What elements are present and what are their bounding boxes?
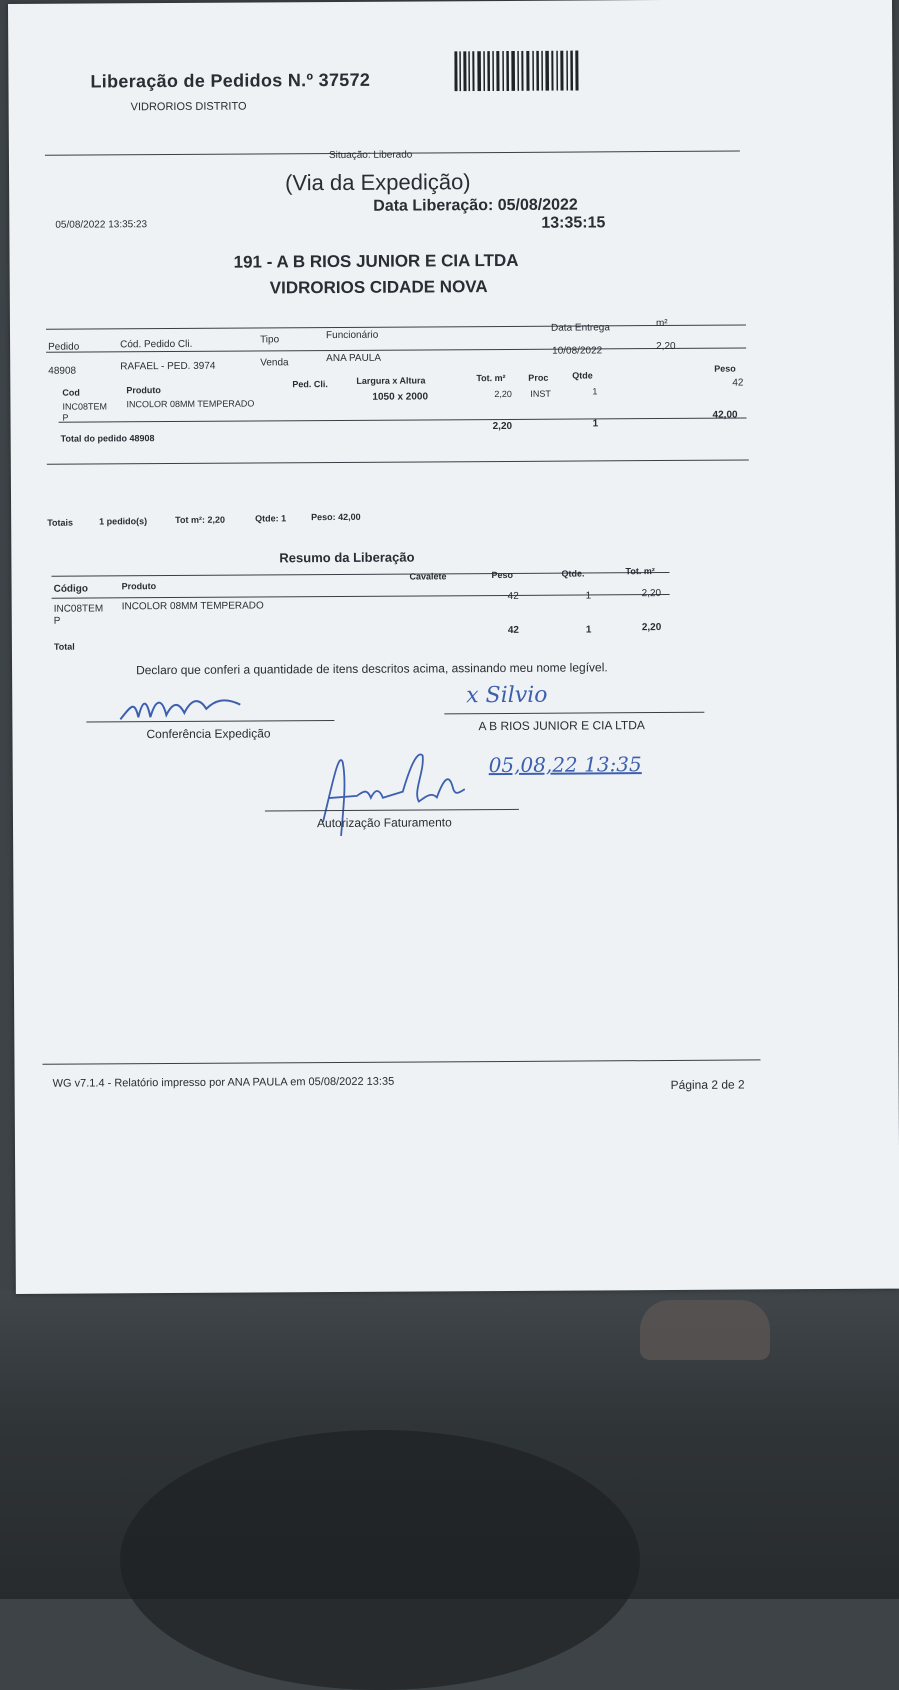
item-header-produto: Produto [126, 385, 161, 396]
item-peso: 42 [732, 377, 744, 389]
col-header-data-entrega: Data Entrega [550, 322, 610, 334]
order-total-qtde: 1 [592, 418, 599, 430]
barcode [454, 51, 580, 92]
footer-page-number: Página 2 de 2 [670, 1077, 745, 1092]
item-header-proc: Proc [528, 372, 549, 383]
order-total-divider [59, 417, 747, 422]
autorizacao-label: Autorização Faturamento [316, 815, 452, 831]
summary-total-label: Total [53, 641, 75, 652]
order-m2: 2,20 [656, 340, 676, 353]
release-date: Data Liberação: 05/08/2022 [373, 196, 578, 215]
document-page [8, 0, 899, 1294]
footer-divider [42, 1059, 760, 1064]
totals-tot-m2: Tot m²: 2,20 [175, 514, 226, 525]
col-header-funcionario: Funcionário [325, 329, 379, 342]
document-title: Liberação de Pedidos N.º 37572 [90, 69, 371, 92]
order-total-peso: 42,00 [712, 409, 738, 421]
order-total-m2: 2,20 [492, 420, 513, 433]
summary-header-divider [52, 594, 670, 599]
col-header-cod-pedido-cli: Cód. Pedido Cli. [120, 338, 193, 351]
item-cod-suffix: P [62, 412, 69, 423]
col-header-tipo: Tipo [260, 334, 280, 346]
order-total-label: Total do pedido 48908 [60, 433, 155, 444]
summary-header-qtde: Qtde. [561, 568, 585, 579]
col-header-pedido: Pedido [48, 341, 80, 353]
item-header-ped-cli: Ped. Cli. [292, 379, 328, 390]
summary-title: Resumo da Liberação [279, 549, 415, 566]
item-header-dims: Largura x Altura [356, 375, 426, 386]
totals-pedidos: 1 pedido(s) [99, 516, 148, 527]
client-store: VIDRORIOS CIDADE NOVA [269, 277, 488, 298]
client-signature-line [444, 712, 704, 715]
summary-codigo-suffix: P [53, 615, 61, 627]
item-header-qtde: Qtde [572, 370, 593, 381]
summary-header-cavalete: Cavalete [409, 571, 447, 582]
summary-produto: INCOLOR 08MM TEMPERADO [121, 600, 264, 613]
summary-header-peso: Peso [491, 569, 514, 581]
order-tipo: Venda [260, 357, 289, 369]
item-produto: INCOLOR 08MM TEMPERADO [126, 398, 255, 410]
client-signature-label: A B RIOS JUNIOR E CIA LTDA [478, 718, 645, 734]
item-cod: INC08TEM [62, 401, 108, 412]
client-signature: x Silvio [466, 682, 548, 709]
order-pedido: 48908 [48, 365, 77, 377]
col-header-m2: m² [655, 317, 668, 330]
conferencia-label: Conferência Expedição [146, 726, 271, 742]
handwritten-datetime: 05,08,22 13:35 [488, 752, 642, 778]
order-funcionario: ANA PAULA [326, 352, 382, 365]
client-name: 191 - A B RIOS JUNIOR E CIA LTDA [233, 250, 519, 272]
item-header-cod: Cod [62, 387, 80, 398]
totals-peso: Peso: 42,00 [311, 511, 361, 523]
summary-qtde: 1 [585, 590, 592, 602]
summary-total-qtde: 1 [585, 624, 592, 636]
footer-print-info: WG v7.1.4 - Relatório impresso por ANA PAULA em 05/08/2022 13:35 [52, 1075, 395, 1090]
totals-label: Totais [47, 517, 74, 528]
summary-peso: 42 [507, 590, 519, 602]
item-header-peso: Peso [714, 363, 736, 374]
printed-timestamp: 05/08/2022 13:35:23 [55, 219, 148, 231]
item-tot-m2: 2,20 [494, 388, 512, 400]
order-cod-pedido-cli: RAFAEL - PED. 3974 [120, 360, 216, 373]
item-proc: INST [530, 388, 551, 399]
company-name: VIDRORIOS DISTRITO [130, 100, 247, 114]
summary-header-produto: Produto [121, 581, 157, 592]
shadow [120, 1430, 640, 1690]
order-data-entrega: 10/08/2022 [552, 345, 603, 357]
summary-header-tot-m2: Tot. m² [625, 566, 655, 577]
summary-total-peso: 42 [507, 624, 519, 636]
item-qtde: 1 [592, 386, 598, 397]
item-dims: 1050 x 2000 [372, 391, 429, 403]
shoe [640, 1300, 770, 1360]
item-header-tot-m2: Tot. m² [476, 372, 506, 384]
summary-total-tot-m2: 2,20 [641, 622, 662, 634]
summary-codigo: INC08TEM [53, 603, 104, 615]
summary-tot-m2: 2,20 [641, 588, 662, 600]
order-table-bottom-border [47, 459, 749, 464]
declaration-text: Declaro que conferi a quantidade de itens descritos acima, assinando meu nome legível. [136, 660, 608, 678]
via-label: (Via da Expedição) [285, 169, 471, 196]
release-time: 13:35:15 [541, 214, 606, 232]
order-table-top-border [46, 324, 746, 329]
totals-qtde: Qtde: 1 [255, 513, 287, 524]
status-text: Situação: Liberado [328, 149, 413, 162]
summary-header-codigo: Código [53, 583, 89, 595]
